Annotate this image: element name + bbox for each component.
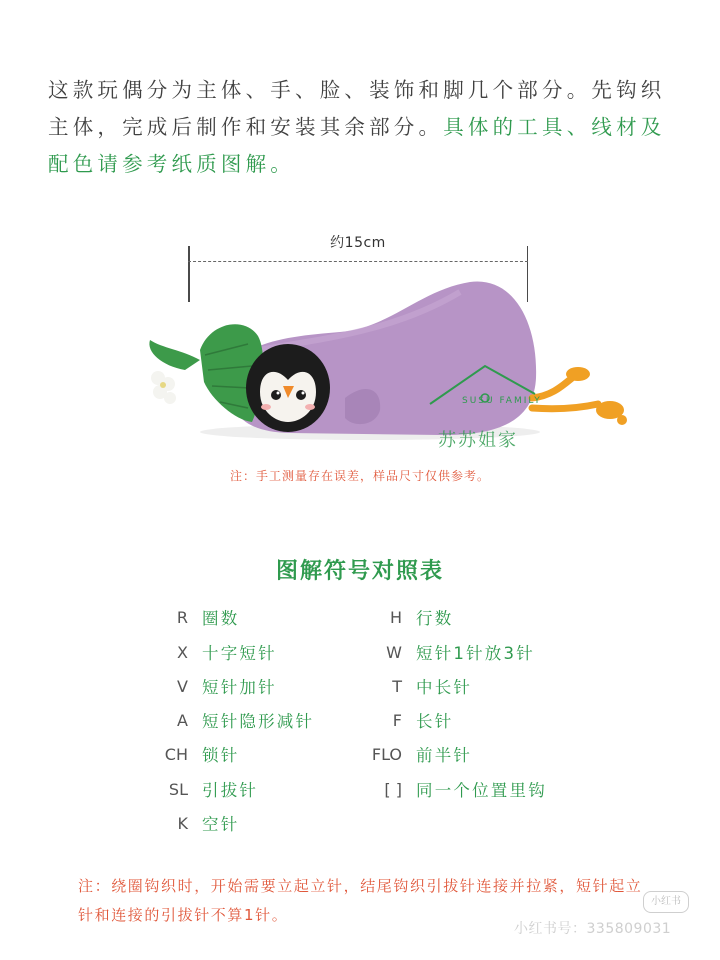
legend-row xyxy=(122,776,258,802)
intro-text: 这款玩偶分为主体、手、脸、装饰和脚几个部分。先钩织主体，完成后制作和安装其余部分。 xyxy=(48,78,666,139)
symbol-meaning: 空针 xyxy=(202,815,240,834)
symbol: SL xyxy=(168,779,188,799)
symbol-meaning: 短针加针 xyxy=(202,678,277,697)
symbol: R xyxy=(176,607,188,627)
legend-row xyxy=(122,810,239,836)
legend-row xyxy=(326,639,535,665)
legend-row xyxy=(326,707,453,733)
symbol: X xyxy=(177,642,188,662)
symbol: W xyxy=(386,642,402,662)
legend-row xyxy=(326,673,472,699)
symbol: FLO xyxy=(371,744,402,764)
symbol: V xyxy=(177,676,188,696)
symbol-meaning: 短针1针放3针 xyxy=(416,644,535,663)
stem xyxy=(149,340,200,370)
symbol-meaning: 锁针 xyxy=(202,746,240,765)
size-label: 约15cm xyxy=(330,235,386,251)
measure-dashed-line xyxy=(188,261,528,262)
symbol: K xyxy=(177,813,188,833)
legend-row xyxy=(326,604,453,630)
legend-row xyxy=(122,639,277,665)
xiaohongshu-id: 小红书号：335809031 xyxy=(514,921,672,937)
legend-row xyxy=(122,604,239,630)
legend-row xyxy=(326,741,472,767)
white-flower xyxy=(151,371,176,404)
symbol: CH xyxy=(164,744,188,764)
legend-row xyxy=(326,776,547,802)
crochet-note: 注：绕圈钩织时，开始需要立起立针，结尾钩织引拔针连接并拉紧，短针起立针和连接的引拔针不算1针。 xyxy=(78,877,643,924)
right-eye xyxy=(296,390,306,400)
symbol: H xyxy=(389,607,402,627)
legend-row xyxy=(122,707,314,733)
symbol: F xyxy=(392,710,402,730)
watermark-brand: 苏苏姐家 xyxy=(438,430,518,451)
orange-legs xyxy=(532,367,627,425)
symbol-meaning: 前半针 xyxy=(416,746,473,765)
eggplant-doll-photo xyxy=(140,270,640,455)
symbol-meaning: 引拔针 xyxy=(202,781,259,800)
watermark-family: SUSU FAMILY xyxy=(462,396,542,406)
left-cheek xyxy=(261,404,271,410)
symbol-meaning: 短针隐形减针 xyxy=(202,712,315,731)
intro-paragraph xyxy=(48,72,678,183)
left-eye xyxy=(271,390,281,400)
legend-title: 图解符号对照表 xyxy=(275,559,444,584)
legend-row xyxy=(122,741,239,767)
right-cheek xyxy=(305,404,315,410)
symbol-meaning: 长针 xyxy=(416,712,454,731)
symbol-meaning: 圈数 xyxy=(202,609,240,628)
symbol-meaning: 十字短针 xyxy=(202,644,277,663)
symbol: A xyxy=(177,710,188,730)
symbol-meaning: 同一个位置里钩 xyxy=(416,781,547,800)
symbol-meaning: 行数 xyxy=(416,609,454,628)
symbol: T xyxy=(392,676,402,696)
symbol: [ ] xyxy=(384,779,402,799)
measurement-note: 注：手工测量存在误差，样品尺寸仅供参考。 xyxy=(229,469,490,483)
intro-highlight: 具体的工具、线材及配色请参考纸质图解。 xyxy=(48,115,666,176)
legend-row xyxy=(122,673,277,699)
xiaohongshu-logo: 小红书 xyxy=(643,891,689,913)
symbol-meaning: 中长针 xyxy=(416,678,473,697)
